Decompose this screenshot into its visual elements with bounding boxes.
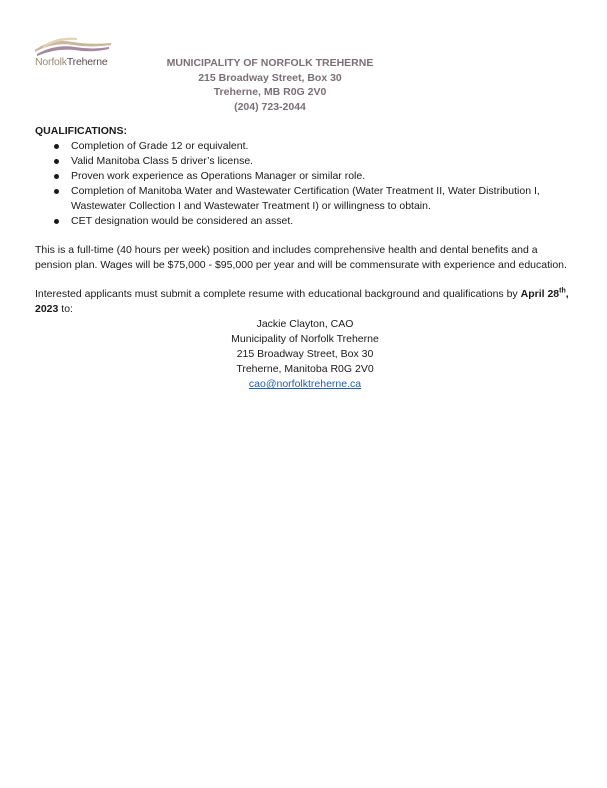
header-street: 215 Broadway Street, Box 30 (198, 71, 342, 84)
logo-wordmark (35, 56, 107, 68)
list-item: Completion of Manitoba Water and Wastewater Certification (Water Treatment II, Water Distribution I, Wastewater Collection I and Wastewater Treatment I) or willingness to obtain. (35, 184, 575, 214)
letterhead (150, 56, 390, 114)
contact-email-link[interactable]: cao@norfolktreherne.ca (248, 378, 362, 390)
logo-text-treherne: Treherne (66, 56, 108, 68)
deadline-date: April 28 (520, 288, 560, 300)
list-item: Valid Manitoba Class 5 driver’s license. (35, 154, 575, 169)
contact-city: Treherne, Manitoba R0G 2V0 (236, 363, 374, 375)
logo-hills-icon (33, 34, 113, 56)
header-city: Treherne, MB R0G 2V0 (213, 86, 327, 99)
contact-address (35, 317, 575, 392)
list-item: CET designation would be considered an asset. (35, 214, 575, 229)
contact-name: Jackie Clayton, CAO (256, 318, 354, 330)
header-phone: (204) 723-2044 (234, 100, 306, 113)
compensation-paragraph: This is a full-time (40 hours per week) position and includes comprehensive health and dental benefits and a pension plan. Wages will be $75,000 - $95,000 per year and will be commensurate with experience and education. (35, 244, 567, 271)
contact-street: 215 Broadway Street, Box 30 (236, 348, 374, 360)
list-item: Proven work experience as Operations Manager or similar role. (35, 169, 575, 184)
logo-text-norfolk: Norfolk (35, 56, 67, 68)
apply-text: Interested applicants must submit a complete resume with educational background and qualifications by (35, 288, 518, 300)
list-item: Completion of Grade 12 or equivalent. (35, 139, 575, 154)
document-body (35, 124, 575, 392)
deadline-year: , 2023 (35, 288, 569, 315)
deadline-ordinal: th (559, 287, 566, 295)
apply-to: to: (58, 303, 73, 315)
qualifications-title: QUALIFICATIONS: (35, 125, 127, 137)
norfolk-treherne-logo (33, 34, 113, 70)
apply-paragraph (35, 287, 575, 317)
qualifications-list (35, 139, 575, 229)
header-org: MUNICIPALITY OF NORFOLK TREHERNE (166, 57, 374, 69)
contact-org: Municipality of Norfolk Treherne (231, 333, 379, 345)
